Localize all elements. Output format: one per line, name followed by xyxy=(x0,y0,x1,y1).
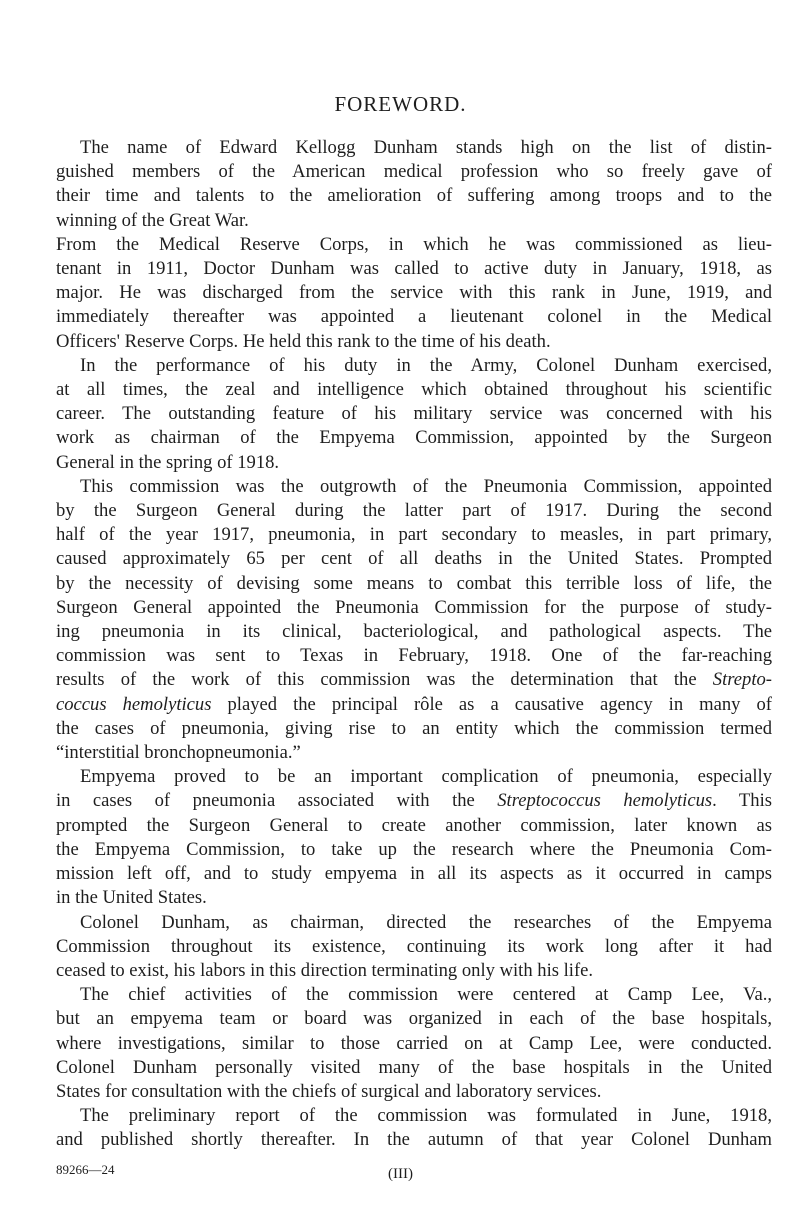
paragraph-7 xyxy=(32,983,772,1104)
text-line: The chief activities of the commission were centered at Camp Lee, Va., xyxy=(80,984,772,1006)
text-line: prompted the Surgeon General to create another commission, later known as xyxy=(56,814,772,836)
text-line: by the Surgeon General during the latter part of 1917. During the second xyxy=(56,500,772,522)
text-line: From the Medical Reserve Corps, in which he was commissioned as lieu- xyxy=(56,233,772,255)
text-line xyxy=(32,789,772,813)
text-line: Colonel Dunham personally visited many of the base hospitals in the United xyxy=(56,1056,772,1078)
text-line: ing pneumonia in its clinical, bacteriological, and pathological aspects. The xyxy=(56,621,772,643)
text-line: commission was sent to Texas in February, 1918. One of the far-reaching xyxy=(56,645,772,667)
page-number: (III) xyxy=(388,1166,413,1182)
text-line: and published shortly thereafter. In the autumn of that year Colonel Dunham xyxy=(56,1129,772,1151)
text-run: in cases of pneumonia associated with the xyxy=(56,790,498,812)
text-line: This commission was the outgrowth of the Pneumonia Commission, appointed xyxy=(80,475,772,497)
text-line: States for consultation with the chiefs of surgical and laboratory services. xyxy=(56,1080,602,1102)
text-line: mission left off, and to study empyema in all its aspects as it occurred in camps xyxy=(56,863,772,885)
text-line: Colonel Dunham, as chairman, directed the researches of the Empyema xyxy=(80,911,772,933)
text-line: Officers' Reserve Corps. He held this rank to the time of his death. xyxy=(56,330,551,352)
text-line: “interstitial bronchopneumonia.” xyxy=(56,742,301,764)
text-line: Empyema proved to be an important complication of pneumonia, especially xyxy=(80,766,772,788)
paragraph-5 xyxy=(32,765,772,910)
text-line: winning of the Great War. xyxy=(56,209,249,231)
text-line: by the necessity of devising some means to combat this terrible loss of life, the xyxy=(56,572,772,594)
text-line: the Empyema Commission, to take up the research where the Pneumonia Com- xyxy=(56,838,772,860)
page-title: FOREWORD. xyxy=(334,92,467,116)
italic-term: Streptococcus hemolyticus xyxy=(497,790,713,812)
text-line: ceased to exist, his labors in this direction terminating only with his life. xyxy=(56,959,594,981)
text-line: Commission throughout its existence, continuing its work long after it had xyxy=(56,935,772,957)
text-line: The preliminary report of the commission was formulated in June, 1918, xyxy=(80,1105,772,1127)
text-line: General in the spring of 1918. xyxy=(56,451,280,473)
text-line: their time and talents to the amelioration of suffering among troops and to the xyxy=(56,185,772,207)
text-run: . This xyxy=(712,790,772,812)
paragraph-6 xyxy=(32,911,772,984)
text-line: In the performance of his duty in the Army, Colonel Dunham exercised, xyxy=(80,354,772,376)
text-line: in the United States. xyxy=(56,887,207,909)
paragraph-4 xyxy=(32,475,772,765)
text-line: half of the year 1917, pneumonia, in part secondary to measles, in part primary, xyxy=(56,524,772,546)
paragraph-8 xyxy=(32,1104,772,1152)
italic-term: Strepto- xyxy=(712,669,772,691)
text-run: results of the work of this commission was the determination that the xyxy=(56,669,713,691)
text-line: where investigations, similar to those carried on at Camp Lee, were conducted. xyxy=(56,1032,772,1054)
text-line: work as chairman of the Empyema Commission, appointed by the Surgeon xyxy=(56,427,772,449)
text-run: played the principal rôle as a causative agency in many of xyxy=(211,693,772,715)
body-text xyxy=(32,136,772,1153)
text-line: tenant in 1911, Doctor Dunham was called to active duty in January, 1918, as xyxy=(56,258,772,280)
print-number: 89266—24 xyxy=(56,1162,115,1177)
text-line xyxy=(32,668,772,692)
text-line xyxy=(32,693,772,717)
text-line: guished members of the American medical profession who so freely gave of xyxy=(56,161,772,183)
paragraph-2 xyxy=(32,233,772,354)
text-line: The name of Edward Kellogg Dunham stands high on the list of distin- xyxy=(80,137,772,158)
italic-term: coccus hemolyticus xyxy=(56,693,212,715)
text-line: the cases of pneumonia, giving rise to an entity which the commission termed xyxy=(56,717,772,739)
text-line: caused approximately 65 per cent of all deaths in the United States. Prompted xyxy=(56,548,772,570)
text-line: at all times, the zeal and intelligence which obtained throughout his scientific xyxy=(56,379,772,401)
paragraph-3 xyxy=(32,354,772,475)
text-line: career. The outstanding feature of his military service was concerned with his xyxy=(56,403,772,425)
paragraph-1 xyxy=(32,136,772,233)
text-line: Surgeon General appointed the Pneumonia Commission for the purpose of study- xyxy=(56,596,772,618)
text-line: major. He was discharged from the service with this rank in June, 1919, and xyxy=(56,282,772,304)
text-line: but an empyema team or board was organized in each of the base hospitals, xyxy=(56,1008,772,1030)
text-line: immediately thereafter was appointed a lieutenant colonel in the Medical xyxy=(56,306,772,328)
